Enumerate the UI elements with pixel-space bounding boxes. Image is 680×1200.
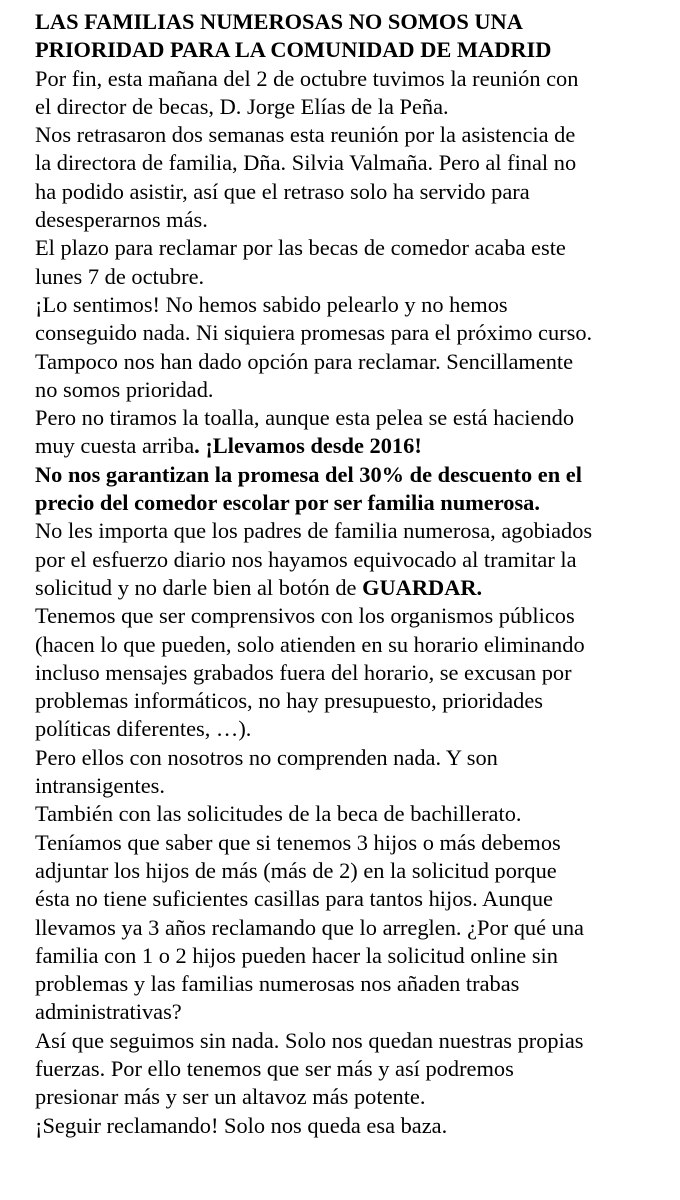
text-line: ha podido asistir, así que el retraso solo ha servido para xyxy=(35,178,530,204)
text-line: administrativas? xyxy=(35,999,182,1025)
text-line: El plazo para reclamar por las becas de comedor acaba este xyxy=(35,235,566,261)
text-line: presionar más y ser un altavoz más potente. xyxy=(35,1084,426,1110)
title-line: LAS FAMILIAS NUMEROSAS NO SOMOS UNA xyxy=(35,9,523,34)
text-line: intransigentes. xyxy=(35,773,165,799)
paragraph-delay xyxy=(35,121,675,234)
text-line: incluso mensajes grabados fuera del horario, se excusan por xyxy=(35,659,572,685)
title-line: PRIORIDAD PARA LA COMUNIDAD DE MADRID xyxy=(35,37,552,63)
text-line: por el esfuerzo diario nos hayamos equivocado al tramitar la xyxy=(35,546,577,572)
text-line: políticas diferentes, …). xyxy=(35,716,252,742)
text-line: fuerzas. Por ello tenemos que ser más y así podremos xyxy=(35,1055,514,1081)
text-line: Nos retrasaron dos semanas esta reunión por la asistencia de xyxy=(35,122,576,148)
text-line xyxy=(35,574,675,602)
text-segment: solicitud y no darle bien al botón de xyxy=(35,574,363,600)
text-line: llevamos ya 3 años reclamando que lo arreglen. ¿Por qué una xyxy=(35,914,584,940)
text-line: precio del comedor escolar por ser familia numerosa. xyxy=(35,490,540,516)
text-segment: muy cuesta arriba xyxy=(35,433,195,459)
text-line: Así que seguimos sin nada. Solo nos quedan nuestras propias xyxy=(35,1027,584,1053)
text-line: Pero ellos con nosotros no comprenden nada. Y son xyxy=(35,744,498,770)
text-line: Por fin, esta mañana del 2 de octubre tuvimos la reunión con xyxy=(35,65,579,91)
paragraph-understanding xyxy=(35,602,675,743)
paragraph-bachillerato xyxy=(35,800,675,1026)
text-line: También con las solicitudes de la beca de bachillerato. xyxy=(35,801,522,827)
text-line xyxy=(35,432,675,460)
text-line: la directora de familia, Dña. Silvia Valmaña. Pero al final no xyxy=(35,150,577,176)
text-line: el director de becas, D. Jorge Elías de la Peña. xyxy=(35,93,449,119)
paragraph-discount xyxy=(35,461,675,518)
text-line: desesperarnos más. xyxy=(35,207,208,233)
paragraph-apology xyxy=(35,291,675,404)
paragraph-save-button xyxy=(35,517,675,602)
text-line: ésta no tiene suficientes casillas para tantos hijos. Aunque xyxy=(35,886,553,912)
text-line: conseguido nada. Ni siquiera promesas para el próximo curso. xyxy=(35,320,593,346)
text-line: familia con 1 o 2 hijos pueden hacer la solicitud online sin xyxy=(35,942,558,968)
text-line: (hacen lo que pueden, solo atienden en su horario eliminando xyxy=(35,631,585,657)
paragraph-strength xyxy=(35,1027,675,1112)
text-line: ¡Lo sentimos! No hemos sabido pelearlo y no hemos xyxy=(35,291,508,317)
emphasis-text: GUARDAR. xyxy=(362,574,483,600)
text-line: No nos garantizan la promesa del 30% de descuento en el xyxy=(35,461,582,487)
text-line: problemas informáticos, no hay presupuesto, prioridades xyxy=(35,688,544,714)
text-line: adjuntar los hijos de más (más de 2) en la solicitud porque xyxy=(35,857,557,883)
text-line: No les importa que los padres de familia numerosa, agobiados xyxy=(35,518,593,544)
document-body xyxy=(35,8,675,1140)
paragraph-deadline xyxy=(35,234,675,291)
text-line: no somos prioridad. xyxy=(35,376,214,402)
text-line: Tenemos que ser comprensivos con los organismos públicos xyxy=(35,603,575,629)
text-line: Tampoco nos han dado opción para reclamar. Sencillamente xyxy=(35,348,574,374)
text-line: Teníamos que saber que si tenemos 3 hijos o más debemos xyxy=(35,829,561,855)
document-title xyxy=(35,8,675,65)
paragraph-towel xyxy=(35,404,675,461)
text-line: problemas y las familias numerosas nos añaden trabas xyxy=(35,971,520,997)
paragraph-closing xyxy=(35,1112,675,1140)
paragraph-intransigent xyxy=(35,744,675,801)
text-line: ¡Seguir reclamando! Solo nos queda esa baza. xyxy=(35,1112,448,1138)
paragraph-meeting xyxy=(35,65,675,122)
text-line: Pero no tiramos la toalla, aunque esta pelea se está haciendo xyxy=(35,405,575,431)
text-line: lunes 7 de octubre. xyxy=(35,263,205,289)
emphasis-text: . ¡Llevamos desde 2016! xyxy=(194,433,422,459)
